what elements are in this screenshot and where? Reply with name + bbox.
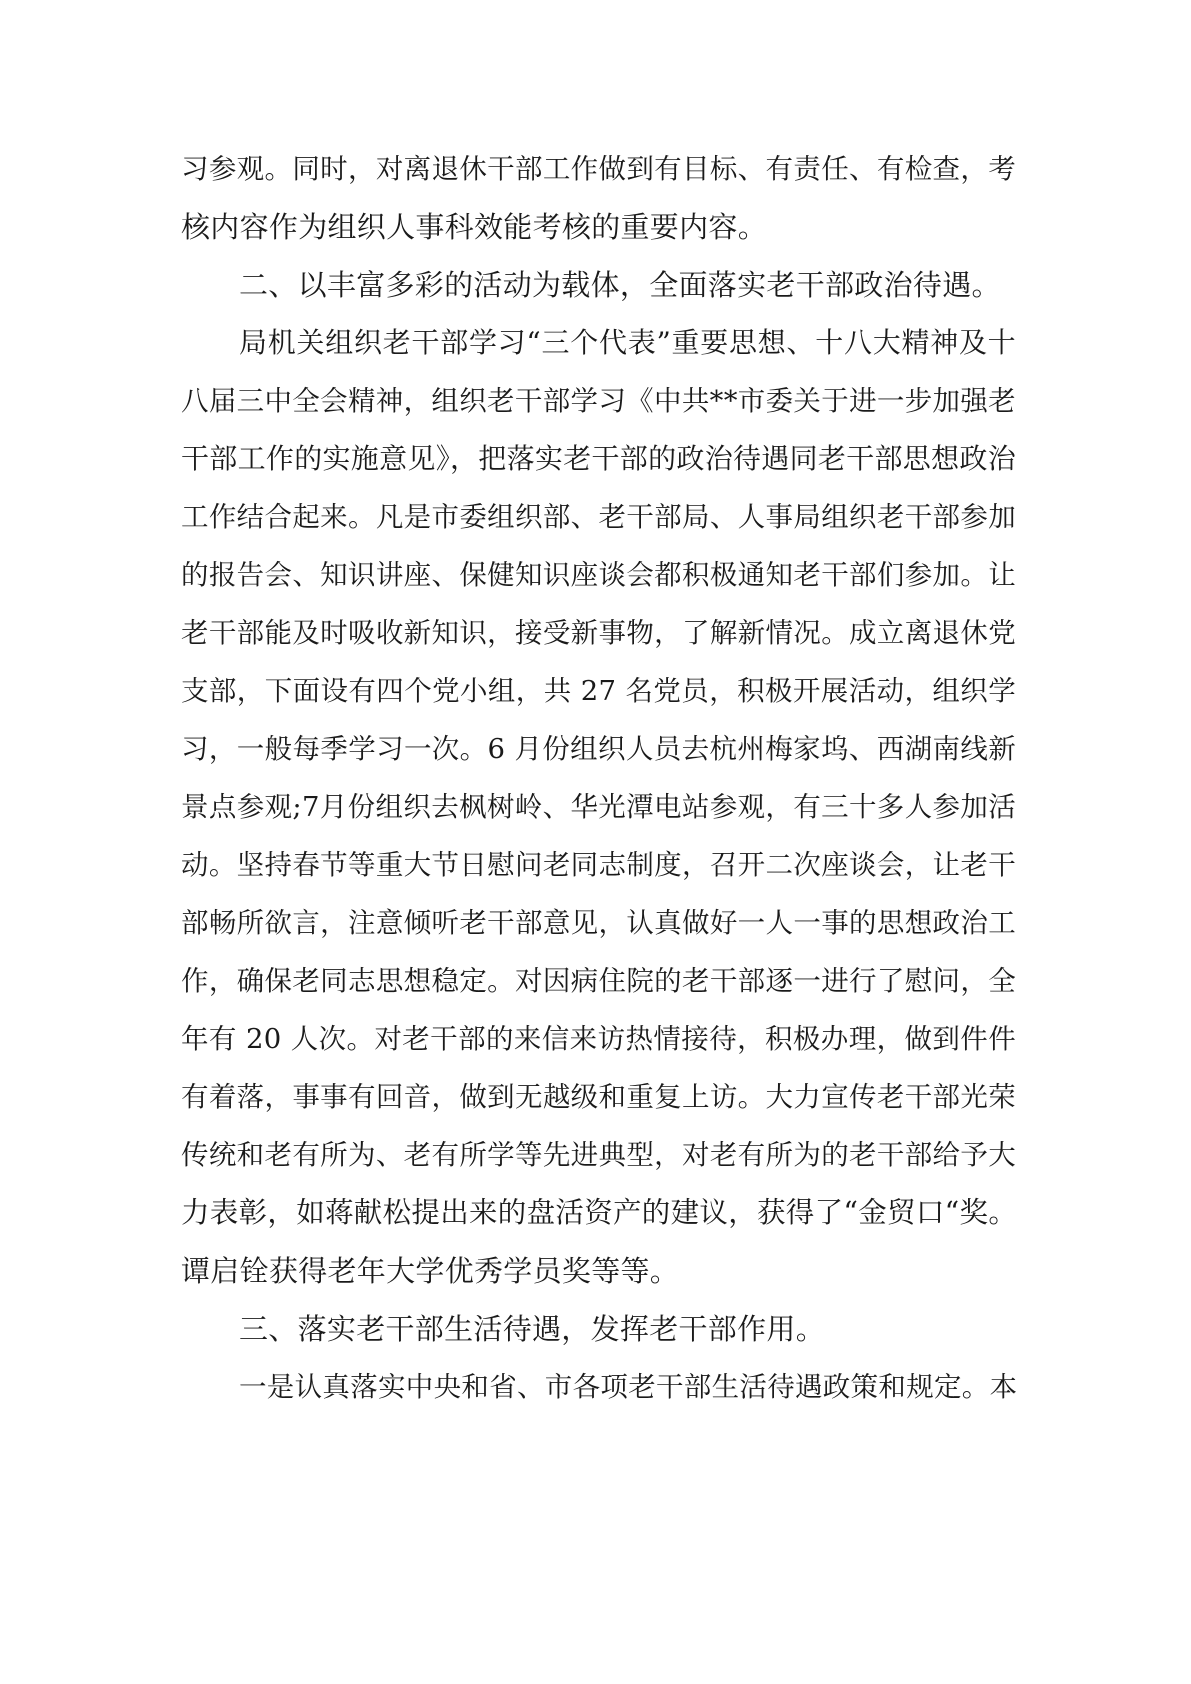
- text-line: 传统和老有所为、老有所学等先进典型，对老有所为的老干部给予大: [181, 1139, 1016, 1171]
- document-page: [181, 140, 1016, 1416]
- text-line: 支部，下面设有四个党小组，共 27 名党员，积极开展活动，组织学: [181, 675, 1016, 707]
- text-line: 一是认真落实中央和省、市各项老干部生活待遇政策和规定。本: [239, 1371, 1018, 1403]
- text-line: 习参观。同时，对离退休干部工作做到有目标、有责任、有检查，考: [181, 153, 1016, 185]
- text-line: 力表彰，如蒋献松提出来的盘活资产的建议，获得了“金贸口“奖。: [181, 1196, 1018, 1229]
- text-line: 干部工作的实施意见》，把落实老干部的政治待遇同老干部思想政治: [181, 442, 1017, 475]
- text-line: 核内容作为组织人事科效能考核的重要内容。: [181, 210, 768, 244]
- text-line: 年有 20 人次。对老干部的来信来访热情接待，积极办理，做到件件: [181, 1023, 1016, 1055]
- text-line: 老干部能及时吸收新知识，接受新事物，了解新情况。成立离退休党: [181, 617, 1016, 649]
- text-line: 动。坚持春节等重大节日慰问老同志制度，召开二次座谈会，让老干: [181, 849, 1016, 881]
- text-line: 景点参观;7月份组织去枫树岭、华光潭电站参观，有三十多人参加活: [181, 791, 1016, 823]
- section-heading: 三、落实老干部生活待遇，发挥老干部作用。: [239, 1312, 826, 1346]
- text-line: 作，确保老同志思想稳定。对因病住院的老干部逐一进行了慰问，全: [181, 965, 1016, 997]
- text-line: 习，一般每季学习一次。6 月份组织人员去杭州梅家坞、西湖南线新: [181, 733, 1016, 765]
- text-line: 的报告会、知识讲座、保健知识座谈会都积极通知老干部们参加。让: [181, 559, 1016, 591]
- section-heading: 二、以丰富多彩的活动为载体，全面落实老干部政治待遇。: [239, 268, 1001, 302]
- text-line: 谭启铨获得老年大学优秀学员奖等等。: [181, 1254, 680, 1288]
- text-line: 八届三中全会精神，组织老干部学习《中共**市委关于进一步加强老: [181, 385, 1016, 417]
- text-line: 局机关组织老干部学习“三个代表”重要思想、十八大精神及十: [239, 326, 1016, 359]
- text-line: 部畅所欲言，注意倾听老干部意见，认真做好一人一事的思想政治工: [181, 907, 1016, 939]
- text-line: 有着落，事事有回音，做到无越级和重复上访。大力宣传老干部光荣: [181, 1081, 1016, 1113]
- text-line: 工作结合起来。凡是市委组织部、老干部局、人事局组织老干部参加: [181, 501, 1016, 533]
